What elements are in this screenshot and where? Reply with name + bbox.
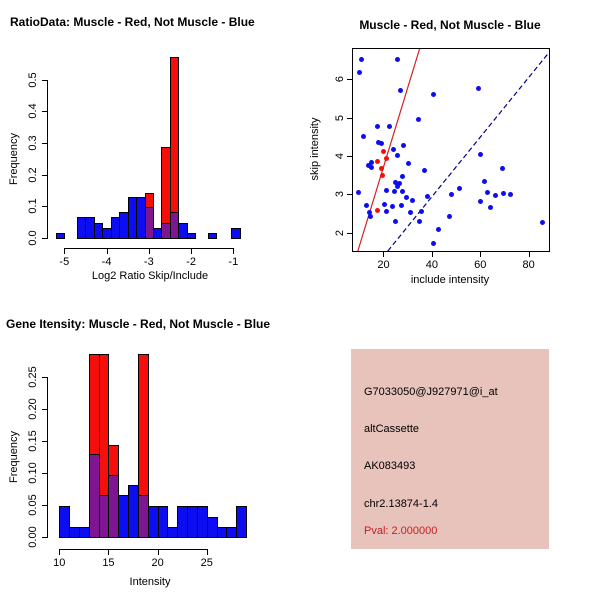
x-axis-tick: [64, 248, 65, 254]
x-axis-tick: [233, 248, 234, 254]
axis-tick-label: 0.3: [27, 135, 39, 151]
y-axis-label: skip intensity: [309, 117, 321, 181]
accession-text: AK083493: [364, 460, 416, 472]
axis-tick-label: 0.5: [27, 71, 39, 88]
x-axis-tick: [158, 549, 159, 555]
x-axis-tick: [383, 252, 384, 257]
y-axis-line: [47, 377, 48, 538]
axis-tick-label: 5: [334, 114, 346, 121]
hist-bar: [208, 233, 217, 239]
panel-gene-info: [300, 300, 600, 600]
axis-tick-label: 0.15: [27, 430, 39, 452]
page-title: Gene Itensity: Muscle - Red, Not Muscle - Blue: [6, 317, 271, 331]
y-axis-tick: [42, 80, 47, 81]
hist-bar: [187, 233, 196, 239]
x-axis-tick: [107, 248, 108, 254]
y-axis-tick: [347, 118, 352, 119]
y-axis-label: Frequency: [8, 133, 20, 185]
panel-gene-intensity-histogram: [0, 300, 300, 600]
axis-tick-label: 20: [151, 557, 164, 569]
x-axis-tick: [529, 252, 530, 257]
x-axis-tick: [191, 248, 192, 254]
axis-tick-label: 3: [334, 191, 346, 198]
x-axis-label: Log2 Ratio Skip/Include: [91, 270, 209, 282]
axis-tick-label: 0.05: [27, 494, 39, 516]
x-axis-label: Intensity: [129, 576, 171, 588]
axis-tick-label: 0.0: [27, 230, 39, 246]
axis-tick-label: 4: [334, 152, 346, 159]
y-axis-tick: [42, 409, 47, 410]
y-axis-tick: [42, 175, 47, 176]
axis-tick-label: 0.20: [27, 398, 39, 420]
x-axis-tick: [149, 248, 150, 254]
y-axis-label: Frequency: [8, 431, 20, 483]
axis-tick-label: 15: [102, 557, 115, 569]
pval-text: Pval: 2.000000: [364, 525, 438, 537]
hist-bar: [56, 233, 65, 239]
axis-tick-label: -3: [143, 256, 154, 268]
axis-tick-label: -1: [228, 256, 239, 268]
y-axis-line: [47, 80, 48, 240]
axis-tick-label: 20: [377, 259, 390, 271]
x-axis-label: include intensity: [410, 274, 490, 286]
probe-id-text: G7033050@J927971@i_at: [364, 386, 498, 398]
axis-tick-label: 60: [474, 259, 487, 271]
axis-tick-label: 0.2: [27, 166, 39, 183]
x-axis-tick: [432, 252, 433, 257]
axis-tick-label: 0.10: [27, 462, 39, 484]
y-axis-tick: [42, 111, 47, 112]
y-axis-tick: [347, 194, 352, 195]
y-axis-tick: [347, 79, 352, 80]
y-axis-tick: [347, 156, 352, 157]
axis-tick-label: 25: [200, 557, 213, 569]
plot-area: [300, 0, 600, 300]
y-axis-tick: [42, 206, 47, 207]
x-axis-tick: [207, 549, 208, 555]
y-axis-tick: [42, 473, 47, 474]
hist-bar: [236, 506, 247, 538]
x-axis-line: [59, 549, 207, 550]
y-axis-tick: [42, 537, 47, 538]
axis-tick-label: -2: [186, 256, 196, 268]
axis-tick-label: 40: [425, 259, 438, 271]
axis-tick-label: 0.4: [27, 103, 39, 119]
axis-tick-label: 6: [334, 76, 346, 83]
y-axis-tick: [42, 238, 47, 239]
plot-area: [0, 300, 300, 600]
y-axis-tick: [42, 143, 47, 144]
panel-ratio-histogram: [0, 0, 300, 300]
axis-tick-label: 0.00: [27, 526, 39, 548]
page-title: RatioData: Muscle - Red, Not Muscle - Blue: [10, 15, 255, 29]
hist-bar: [231, 228, 240, 239]
axis-tick-label: -4: [101, 256, 112, 268]
axis-tick-label: 2: [334, 229, 346, 236]
axis-tick-label: 0.1: [27, 198, 39, 214]
plot-area: [0, 0, 300, 300]
locus-text: chr2.13874-1.4: [364, 498, 438, 510]
axis-tick-label: 0.25: [27, 366, 39, 388]
page-title: Muscle - Red, Not Muscle - Blue: [359, 18, 541, 32]
y-axis-tick: [42, 377, 47, 378]
x-axis-tick: [59, 549, 60, 555]
panel-intensity-scatter: [300, 0, 600, 300]
y-axis-tick: [347, 233, 352, 234]
y-axis-tick: [42, 505, 47, 506]
x-axis-tick: [108, 549, 109, 555]
y-axis-tick: [42, 441, 47, 442]
event-type-text: altCassette: [364, 423, 420, 435]
axis-tick-label: -5: [59, 256, 70, 268]
gene-info-box: [351, 349, 549, 549]
x-axis-tick: [480, 252, 481, 257]
axis-tick-label: 10: [53, 557, 66, 569]
axis-tick-label: 80: [522, 259, 535, 271]
